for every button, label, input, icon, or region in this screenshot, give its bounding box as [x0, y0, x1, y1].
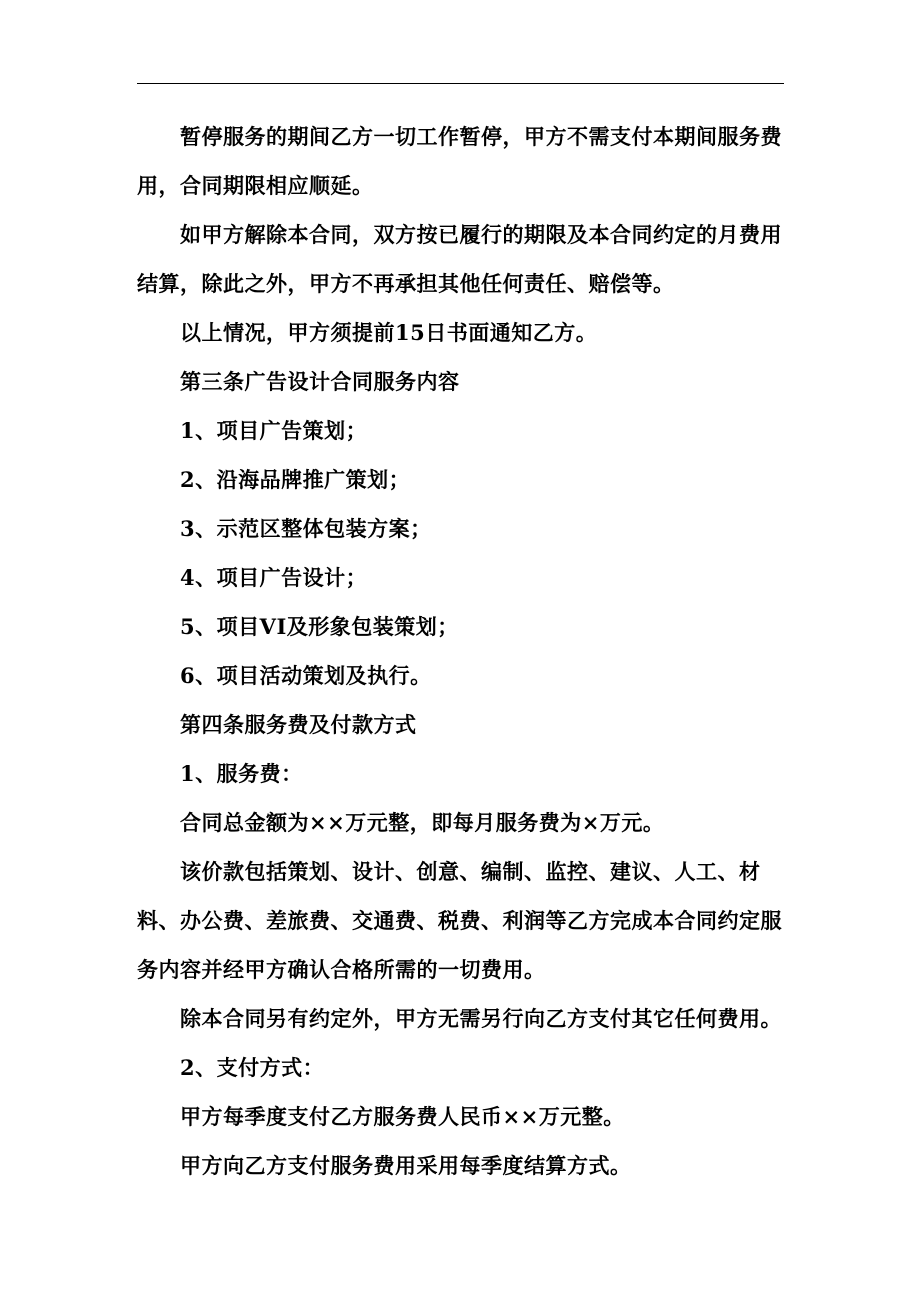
paragraph-fee-inclusions: 该价款包括策划、设计、创意、编制、监控、建议、人工、材料、办公费、差旅费、交通费、税费、利润等乙方完成本合同约定服务内容并经甲方确认合格所需的一切费用。	[137, 859, 782, 982]
list-item-6: 6、项目活动策划及执行。	[180, 663, 432, 688]
list-item-1: 1、项目广告策划；	[180, 418, 368, 443]
paragraph-suspension-terms: 暂停服务的期间乙方一切工作暂停，甲方不需支付本期间服务费用，合同期限相应顺延。	[137, 124, 783, 198]
paragraph-settlement-method: 甲方向乙方支付服务费用采用每季度结算方式。	[180, 1153, 632, 1178]
paragraph-notice-requirement: 以上情况，甲方须提前15日书面通知乙方。	[180, 320, 598, 345]
paragraph-termination-terms: 如甲方解除本合同，双方按已履行的期限及本合同约定的月费用结算，除此之外，甲方不再承担其他任何责任、赔偿等。	[137, 222, 783, 296]
list-item-3: 3、示范区整体包装方案；	[180, 516, 432, 541]
list-item-2: 2、沿海品牌推广策划；	[180, 467, 411, 492]
header-rule	[137, 83, 784, 84]
paragraph-total-amount: 合同总金额为××万元整，即每月服务费为×万元。	[180, 810, 665, 835]
subheading-payment-method: 2、支付方式：	[180, 1055, 325, 1080]
paragraph-quarterly-payment: 甲方每季度支付乙方服务费人民币××万元整。	[180, 1104, 625, 1129]
section-heading-article-3: 第三条广告设计合同服务内容	[180, 369, 460, 394]
document-body	[137, 112, 797, 1190]
section-heading-article-4: 第四条服务费及付款方式	[180, 712, 417, 737]
list-item-4: 4、项目广告设计；	[180, 565, 368, 590]
subheading-service-fee: 1、服务费：	[180, 761, 303, 786]
list-item-5: 5、项目VI及形象包装策划；	[180, 614, 459, 639]
paragraph-no-other-fees: 除本合同另有约定外，甲方无需另行向乙方支付其它任何费用。	[180, 1006, 783, 1031]
